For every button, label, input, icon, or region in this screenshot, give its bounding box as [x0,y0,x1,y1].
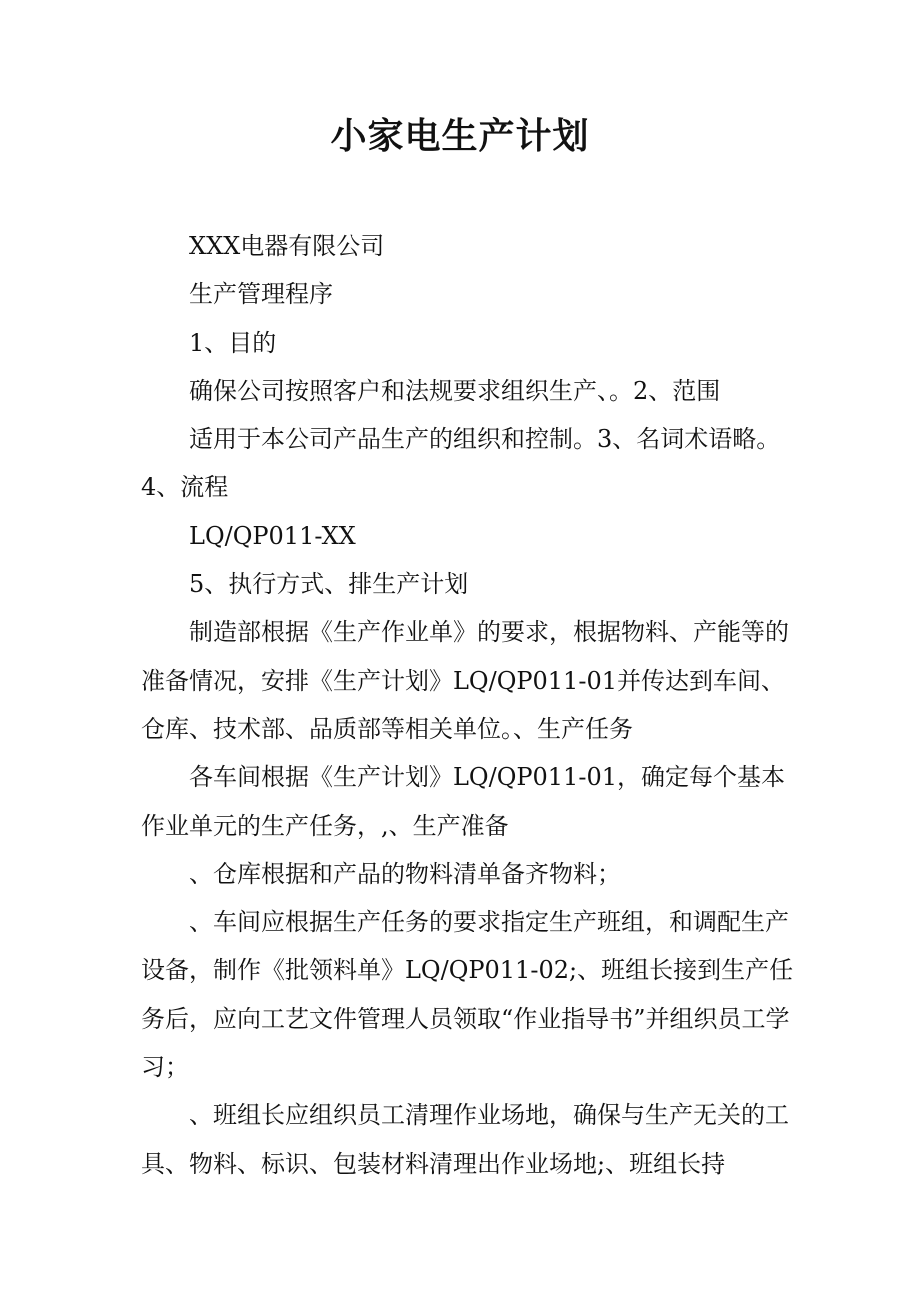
paragraph-scope: 适用于本公司产品生产的组织和控制。3、名词术语略。4、流程 [141,425,781,502]
paragraph-site-cleanup: 、班组长应组织员工清理作业场地，确保与生产无关的工具、物料、标识、包装材料清理出作业场地;、班组长持 [141,1101,789,1178]
paragraph-execution-heading: 5、执行方式、排生产计划 [189,570,469,599]
paragraph-flow-code: LQ/QP011-XX [189,521,356,550]
paragraph-company: XXX电器有限公司 [189,232,385,260]
paragraph-workshop-teams: 、车间应根据生产任务的要求指定生产班组，和调配生产设备，制作《批领料单》LQ/QP011-02;、班组长接到生产任务后，应向工艺文件管理人员领取“作业指导书”并组织员工学习； [141,908,794,1082]
document-title: 小家电生产计划 [330,115,590,157]
paragraph-manufacturing: 制造部根据《生产作业单》的要求，根据物料、产能等的准备情况，安排《生产计划》LQ/QP011-01并传达到车间、仓库、技术部、品质部等相关单位。、生产任务 [141,618,789,743]
paragraph-procedure-name: 生产管理程序 [189,280,333,309]
document-body [141,222,801,1188]
paragraph-workshop-tasks: 各车间根据《生产计划》LQ/QP011-01，确定每个基本作业单元的生产任务，,、生产准备 [141,763,785,840]
paragraph-purpose: 确保公司按照客户和法规要求组织生产、。2、范围 [189,376,721,405]
paragraph-purpose-heading: 1、目的 [189,328,277,357]
paragraph-warehouse: 、仓库根据和产品的物料清单备齐物料； [189,859,621,888]
